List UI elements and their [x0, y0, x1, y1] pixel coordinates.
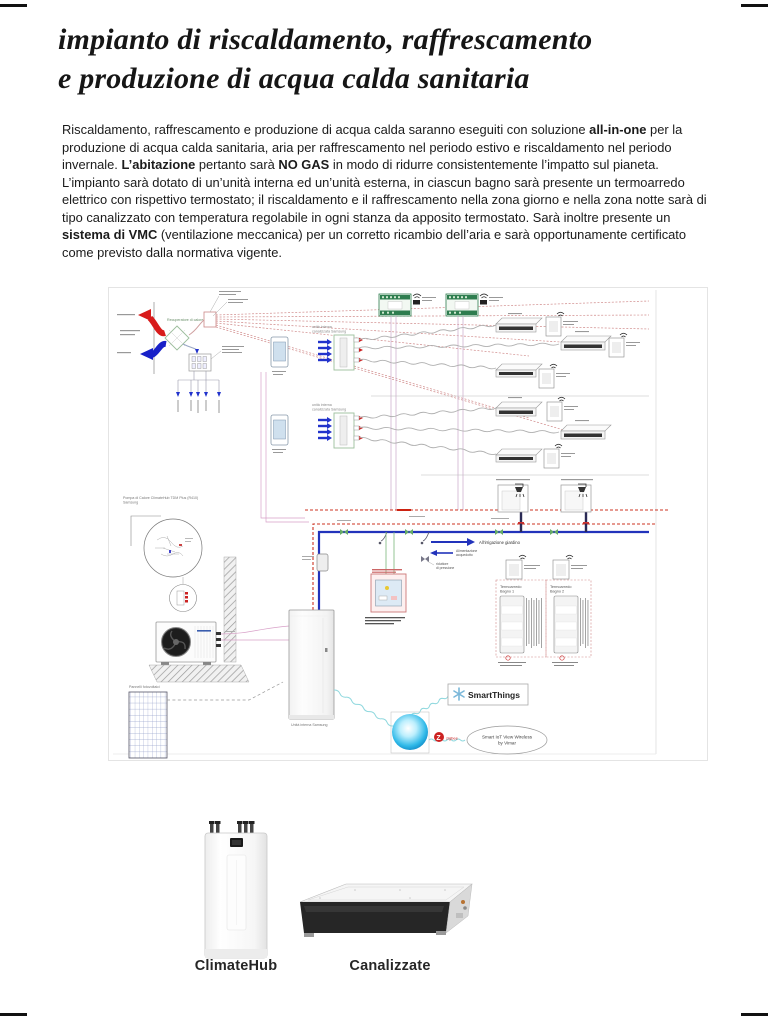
svg-text:canalizzata Samsung: canalizzata Samsung [312, 329, 347, 334]
diffuser [496, 364, 542, 377]
bathroom-thermostat-2 [553, 555, 587, 579]
svg-text:Alimentazione: Alimentazione [456, 549, 478, 553]
svg-text:riduttore: riduttore [436, 562, 449, 566]
room-thermostats [539, 312, 640, 468]
wifi-icon [555, 444, 562, 448]
intro-paragraph [62, 121, 717, 261]
product-photo-climatehub [205, 821, 267, 958]
thermostat-wires [261, 372, 309, 522]
zigbee-hub-sphere [391, 712, 429, 753]
crop-mark [0, 1013, 27, 1016]
svg-text:Pompa di Calore ClimateHub TDM: Pompa di Calore ClimateHub TDM Plus (R410) [123, 496, 199, 500]
diffuser [496, 397, 542, 416]
hvac-diagram-svg [109, 288, 707, 760]
svg-text:Bagno 2: Bagno 2 [550, 589, 565, 594]
airflow-arrows [318, 339, 332, 363]
paragraph-bold-run: NO GAS [278, 157, 330, 172]
wifi-icon [620, 333, 627, 337]
towel-radiator-bagno-2 [546, 580, 591, 666]
crop-mark [741, 1013, 768, 1016]
duct-outlets [354, 338, 363, 362]
product-photos [150, 812, 510, 962]
vimar-oval [467, 726, 547, 754]
garden-arrow [467, 538, 475, 546]
smartthings-node [448, 684, 528, 705]
wifi-icon [519, 555, 526, 559]
paragraph-run: Riscaldamento, raffrescamento e produzione di acqua calda saranno eseguiti con soluzione [62, 122, 590, 137]
title-line-2: e produzione di acqua calda sanitaria [58, 62, 530, 95]
wifi-icon [566, 555, 573, 559]
supply-manifold [204, 312, 216, 327]
crop-mark [741, 4, 768, 7]
hydraulic-pipes [302, 496, 669, 610]
diffuser [561, 420, 611, 439]
hvac-diagram [108, 287, 708, 761]
svg-text:Pannelli fotovoltaici: Pannelli fotovoltaici [129, 685, 160, 689]
detail-bubble [144, 519, 202, 577]
electrical-panel [365, 569, 406, 624]
page-title [58, 20, 738, 98]
aqueduct-arrow [430, 550, 437, 556]
svg-text:acquedotto: acquedotto [456, 553, 473, 558]
title-line-1: impianto di riscaldamento, raffrescamento [58, 23, 593, 56]
product-label-canalizzate: Canalizzate [349, 958, 431, 974]
product-photo-canalizzate [300, 884, 472, 937]
product-label-climatehub: ClimateHub [194, 958, 278, 974]
duct-outlets [354, 416, 363, 440]
flexible-ducts [359, 325, 559, 455]
extract-point-arrows [176, 392, 221, 397]
paragraph-run: in modo di ridurre consistentemente l’impatto sul pianeta. L’impianto sarà dotato di un’unità interna ed un’unità esterna, in ciascun bagno sarà presente un termoarredo elettrico con rispettivo termostato; il riscaldamento e il raffrescamento nella zona giorno e nella zona notte sarà di tipo canalizzato con temperatura regolabile in ogni stanza da apposito termostato. Sarà inoltre presente un [62, 157, 707, 225]
intake-air-arrow [140, 348, 153, 360]
ducted-indoor-unit-day [271, 325, 363, 375]
towel-radiator-bagno-1 [496, 580, 546, 666]
diffuser [496, 449, 542, 462]
wall-section [224, 557, 236, 662]
heat-pump-cluster [123, 496, 289, 682]
ducted-indoor-unit-night [271, 403, 363, 453]
shower-mixer-1 [496, 479, 530, 512]
svg-text:di pressione: di pressione [436, 566, 455, 571]
ground-hatch [149, 665, 249, 682]
outdoor-unit [156, 622, 221, 665]
wifi-icon [480, 294, 488, 298]
bathroom-thermostat-1 [506, 555, 540, 579]
svg-text:unità interna: unità interna [312, 403, 332, 407]
zone-control-panel-night [446, 294, 503, 316]
vmc-heat-recovery-unit [117, 291, 248, 413]
paragraph-run: per la produzione di acqua calda sanitaria, aria per raffrescamento nel periodo estivo e riscaldamento nel periodo invernale. [62, 122, 683, 172]
paragraph-bold-run: L’abitazione [121, 157, 196, 172]
svg-text:Recuperatore di calore: Recuperatore di calore [167, 318, 204, 322]
paragraph-bold-run: all-in-one [589, 122, 647, 137]
room-thermostat [546, 312, 578, 336]
svg-text:Z: Z [436, 734, 441, 742]
wifi-icon [558, 397, 565, 401]
indoor-unit-climatehub [289, 610, 334, 727]
paragraph-run: pertanto sarà [195, 157, 279, 172]
wifi-icon [413, 294, 421, 298]
zone-control-panel-day [379, 294, 436, 316]
svg-text:Samsung: Samsung [123, 500, 139, 505]
diffuser [561, 331, 611, 350]
product-photos-svg [150, 812, 510, 962]
paragraph-run: (ventilazione meccanica) per un corretto ricambio dell’aria e sarà opportunamente certificato come previsto dalla normativa vigente. [62, 227, 687, 260]
airflow-arrows [318, 417, 332, 441]
svg-text:SmartThings: SmartThings [468, 690, 520, 700]
crop-mark [0, 4, 27, 7]
svg-text:All’irrigazione giardino: All’irrigazione giardino [479, 540, 520, 545]
room-thermostat [609, 333, 640, 357]
svg-text:Termoarredo: Termoarredo [550, 585, 572, 589]
svg-text:Unità interna Samsung: Unità interna Samsung [291, 723, 328, 727]
svg-text:Bagno 1: Bagno 1 [500, 589, 515, 594]
expansion-vessel [317, 554, 328, 571]
svg-text:canalizzata Samsung: canalizzata Samsung [312, 407, 347, 412]
svg-text:Termoarredo: Termoarredo [500, 585, 522, 589]
paragraph-bold-run: sistema di VMC [62, 227, 158, 242]
shower-mixer-2 [561, 479, 593, 512]
svg-text:unità interna: unità interna [312, 325, 332, 329]
room-thermostat [539, 364, 570, 388]
svg-text:Smart IoT View Wireless: Smart IoT View Wireless [481, 734, 533, 740]
smart-home-nodes [334, 684, 547, 754]
exhaust-air-arrow [138, 309, 151, 321]
room-thermostat [544, 444, 575, 468]
svg-text:by Vimar: by Vimar [497, 740, 517, 746]
room-thermostat [547, 397, 578, 421]
wifi-icon [550, 364, 557, 368]
pv-panel [129, 682, 283, 758]
svg-text:zigbee: zigbee [446, 735, 458, 741]
